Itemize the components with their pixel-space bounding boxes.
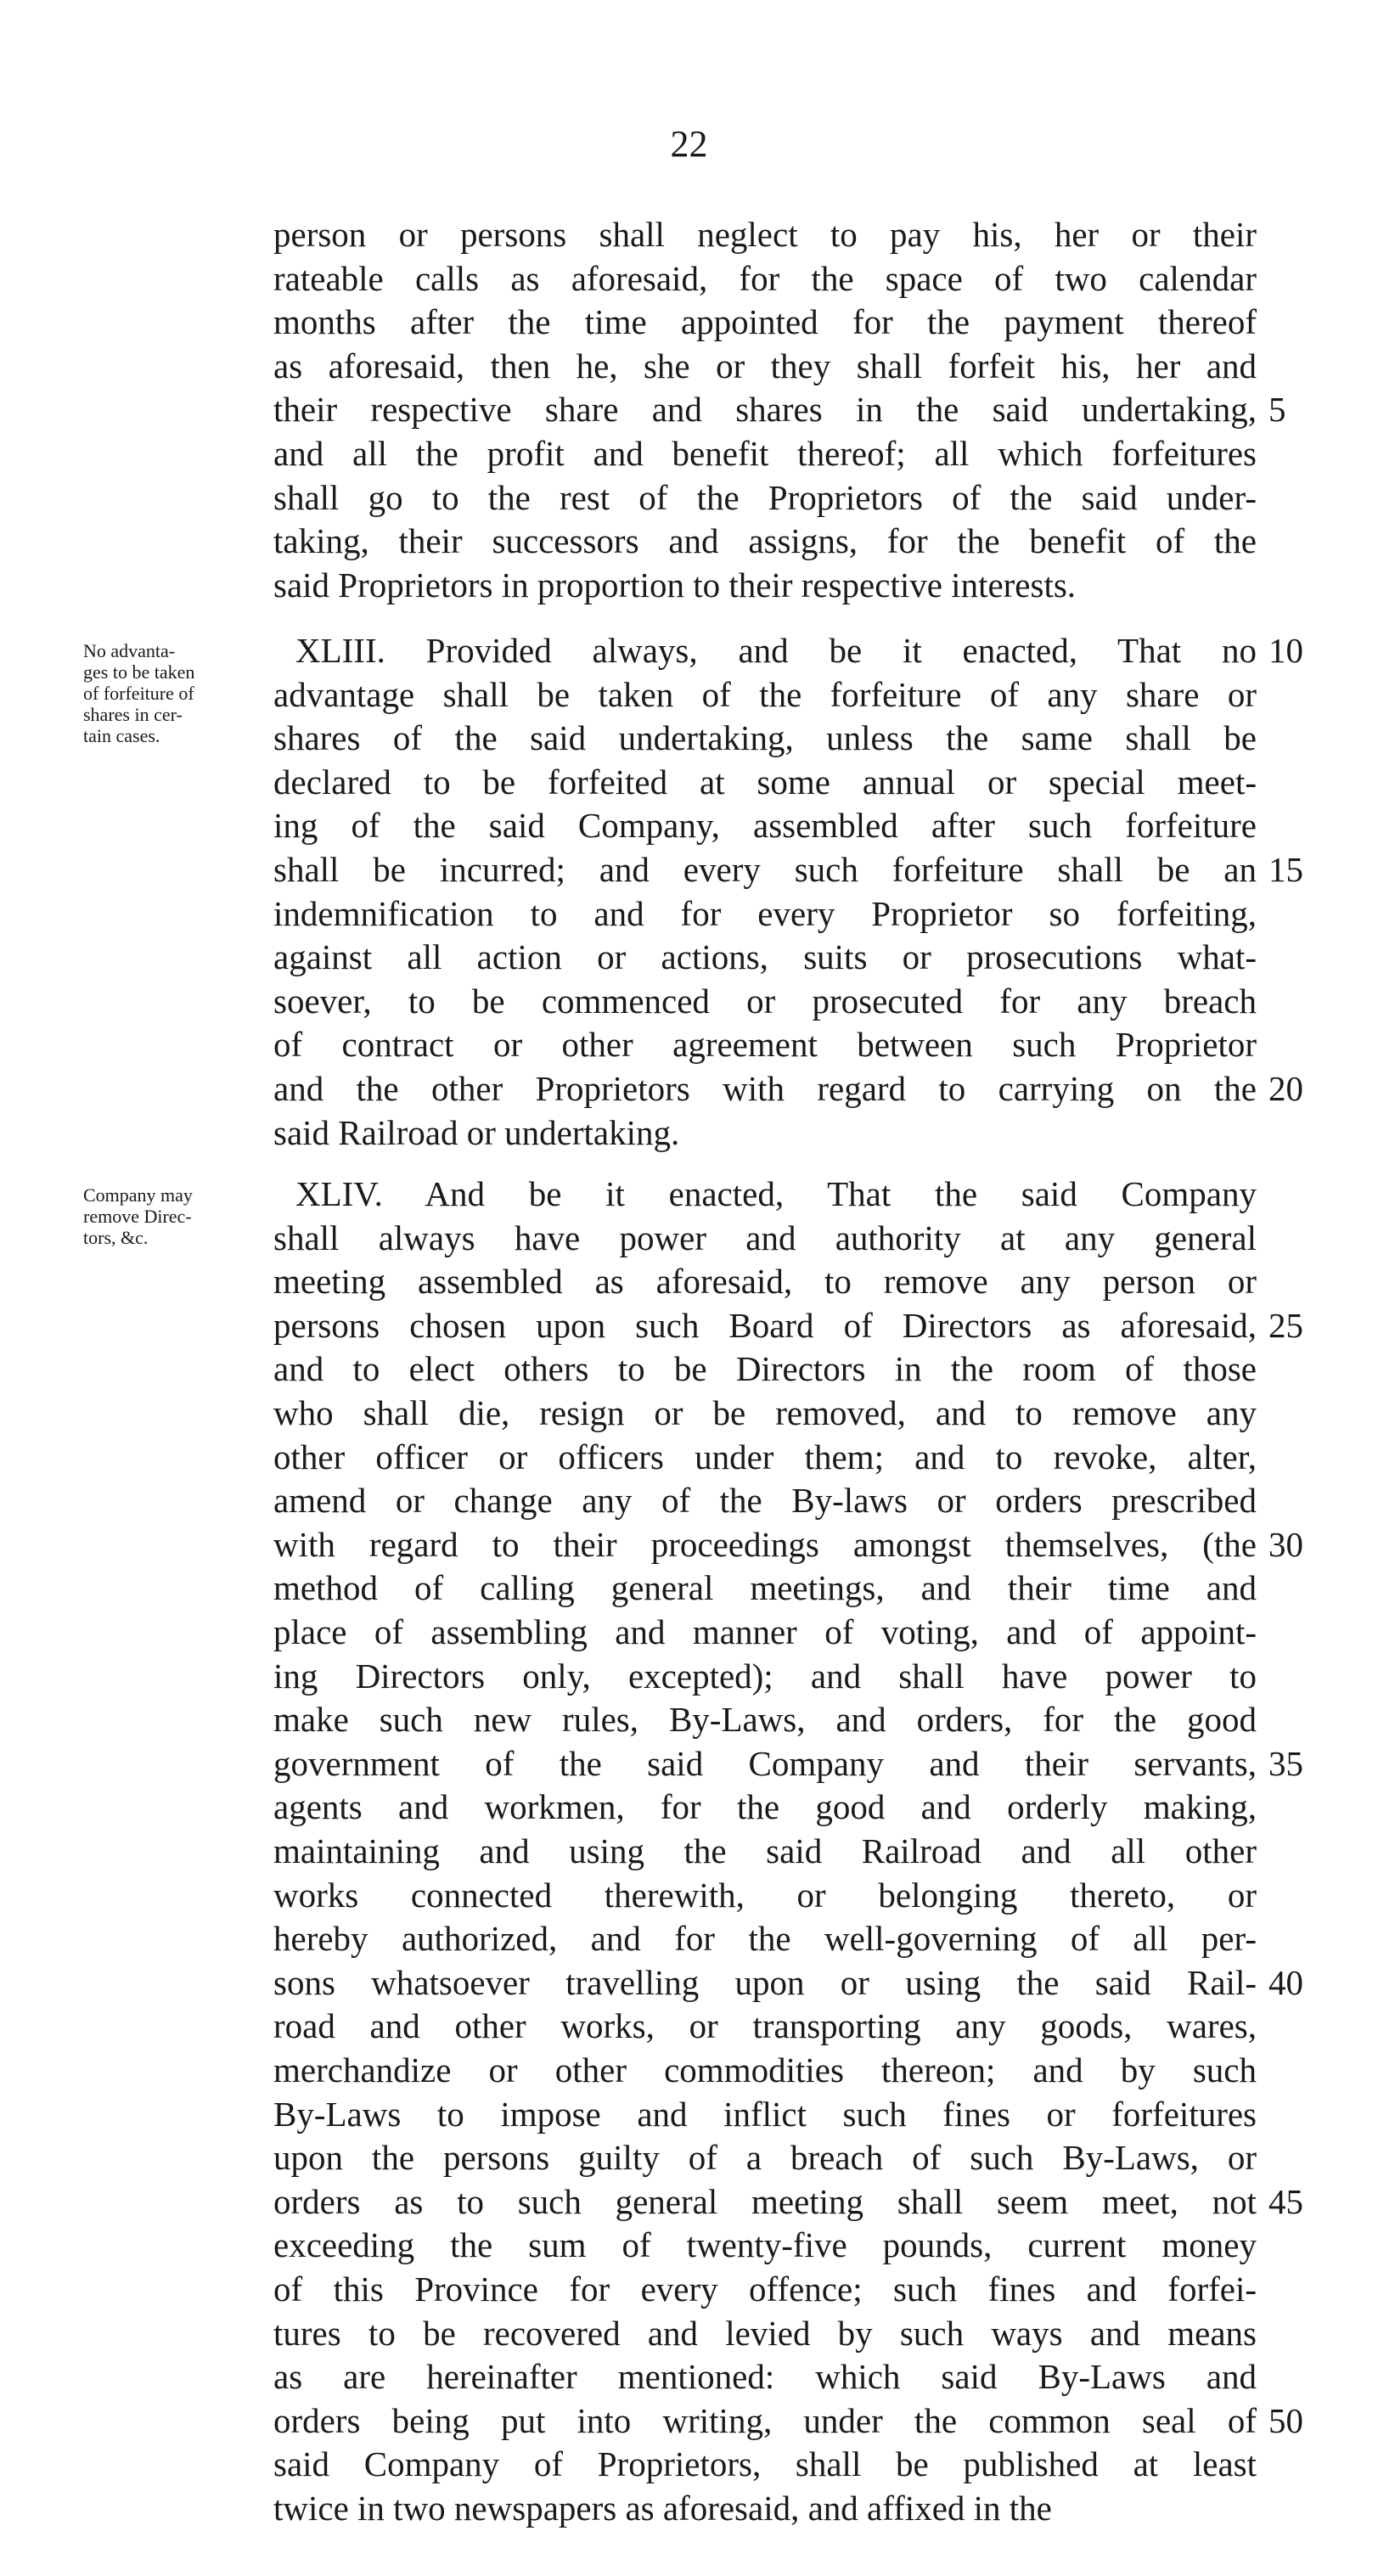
text-line: soever, to be commenced or prosecuted for any breach [273, 981, 1257, 1021]
text-line: hereby authorized, and for the well-governing of all per- [273, 1919, 1257, 1958]
line-number: 5 [1268, 390, 1286, 429]
text-line: By-Laws to impose and inflict such fines or forfeitures [273, 2095, 1257, 2134]
text-line: advantage shall be taken of the forfeiture of any share or [273, 675, 1257, 714]
line-number: 30 [1268, 1525, 1303, 1564]
text-line: orders being put into writing, under the common seal of [273, 2401, 1257, 2440]
text-line: and all the profit and benefit thereof; all which forfeitures [273, 434, 1257, 473]
text-line: orders as to such general meeting shall seem meet, not [273, 2182, 1257, 2221]
line-number: 35 [1268, 1744, 1303, 1783]
text-line: XLIII. Provided always, and be it enacted, That no [295, 631, 1257, 670]
text-line: said Proprietors in proportion to their respective interests. [273, 565, 1077, 605]
text-line: persons chosen upon such Board of Directors as aforesaid, [273, 1306, 1257, 1345]
text-line: months after the time appointed for the payment thereof [273, 302, 1257, 341]
text-line: make such new rules, By-Laws, and orders, for the good [273, 1700, 1257, 1739]
text-line: declared to be forfeited at some annual or special meet- [273, 762, 1257, 801]
text-line: road and other works, or transporting any goods, wares, [273, 2006, 1257, 2045]
text-line: government of the said Company and their servants, [273, 1744, 1257, 1783]
text-line: amend or change any of the By-laws or orders prescribed [273, 1481, 1257, 1520]
text-line: taking, their successors and assigns, for the benefit of the [273, 521, 1257, 560]
line-number: 50 [1268, 2401, 1303, 2440]
text-line: indemnification to and for every Proprietor so forfeiting, [273, 894, 1257, 933]
text-line: merchandize or other commodities thereon; and by such [273, 2050, 1257, 2089]
text-line: agents and workmen, for the good and orderly making, [273, 1787, 1257, 1826]
text-line: twice in two newspapers as aforesaid, and affixed in the [273, 2489, 1052, 2528]
text-line: ing of the said Company, assembled after such forfeiture [273, 806, 1257, 845]
line-number: 25 [1268, 1306, 1303, 1345]
margin-note-line: tain cases. [83, 725, 160, 746]
text-line: said Company of Proprietors, shall be published at least [273, 2444, 1257, 2483]
line-number: 15 [1268, 850, 1303, 889]
text-line: exceeding the sum of twenty-five pounds, current money [273, 2225, 1257, 2264]
text-line: and to elect others to be Directors in the room of those [273, 1349, 1257, 1388]
text-line: sons whatsoever travelling upon or using the said Rail- [273, 1963, 1257, 2002]
text-line: method of calling general meetings, and their time and [273, 1568, 1257, 1607]
text-line: as aforesaid, then he, she or they shall forfeit his, her and [273, 346, 1257, 385]
text-line: other officer or officers under them; and to revoke, alter, [273, 1437, 1257, 1476]
margin-note-line: No advanta- [83, 640, 176, 661]
margin-note-line: remove Direc- [83, 1206, 192, 1227]
text-line: of this Province for every offence; such fines and forfei- [273, 2269, 1257, 2309]
line-number: 20 [1268, 1069, 1303, 1108]
text-line: shall be incurred; and every such forfeiture shall be an [273, 850, 1257, 889]
text-line: ing Directors only, excepted); and shall have power to [273, 1656, 1257, 1696]
line-number: 40 [1268, 1963, 1303, 2002]
text-line: works connected therewith, or belonging thereto, or [273, 1876, 1257, 1915]
text-line: shares of the said undertaking, unless the same shall be [273, 718, 1257, 757]
text-line: as are hereinafter mentioned: which said By-Laws and [273, 2357, 1257, 2396]
text-line: who shall die, resign or be removed, and to remove any [273, 1393, 1257, 1432]
text-line: shall always have power and authority at any general [273, 1218, 1257, 1257]
text-line: tures to be recovered and levied by such ways and means [273, 2314, 1257, 2353]
text-line: maintaining and using the said Railroad and all other [273, 1831, 1257, 1870]
text-line: said Railroad or undertaking. [273, 1113, 680, 1152]
margin-note-line: ges to be taken [83, 661, 195, 683]
margin-note [83, 640, 266, 746]
margin-note-line: tors, &c. [83, 1227, 149, 1248]
margin-note [83, 1184, 266, 1248]
text-line: against all action or actions, suits or prosecutions what- [273, 937, 1257, 976]
text-line: rateable calls as aforesaid, for the space of two calendar [273, 259, 1257, 298]
margin-note-line: of forfeiture of [83, 683, 194, 704]
line-number: 45 [1268, 2182, 1303, 2221]
text-line: with regard to their proceedings amongst themselves, (the [273, 1525, 1257, 1564]
page-number: 22 [670, 123, 708, 165]
text-line: of contract or other agreement between such Proprietor [273, 1025, 1257, 1064]
margin-note-line: shares in cer- [83, 704, 183, 725]
line-number: 10 [1268, 631, 1303, 670]
text-line: their respective share and shares in the said undertaking, [273, 390, 1257, 429]
margin-note-line: Company may [83, 1184, 193, 1206]
text-line: upon the persons guilty of a breach of such By-Laws, or [273, 2138, 1257, 2177]
text-line: XLIV. And be it enacted, That the said Company [295, 1174, 1257, 1213]
text-line: place of assembling and manner of voting, and of appoint- [273, 1612, 1257, 1651]
text-line: meeting assembled as aforesaid, to remove any person or [273, 1262, 1257, 1301]
text-line: and the other Proprietors with regard to carrying on the [273, 1069, 1257, 1108]
text-line: shall go to the rest of the Proprietors of the said under- [273, 478, 1257, 517]
text-line: person or persons shall neglect to pay his, her or their [273, 215, 1257, 254]
